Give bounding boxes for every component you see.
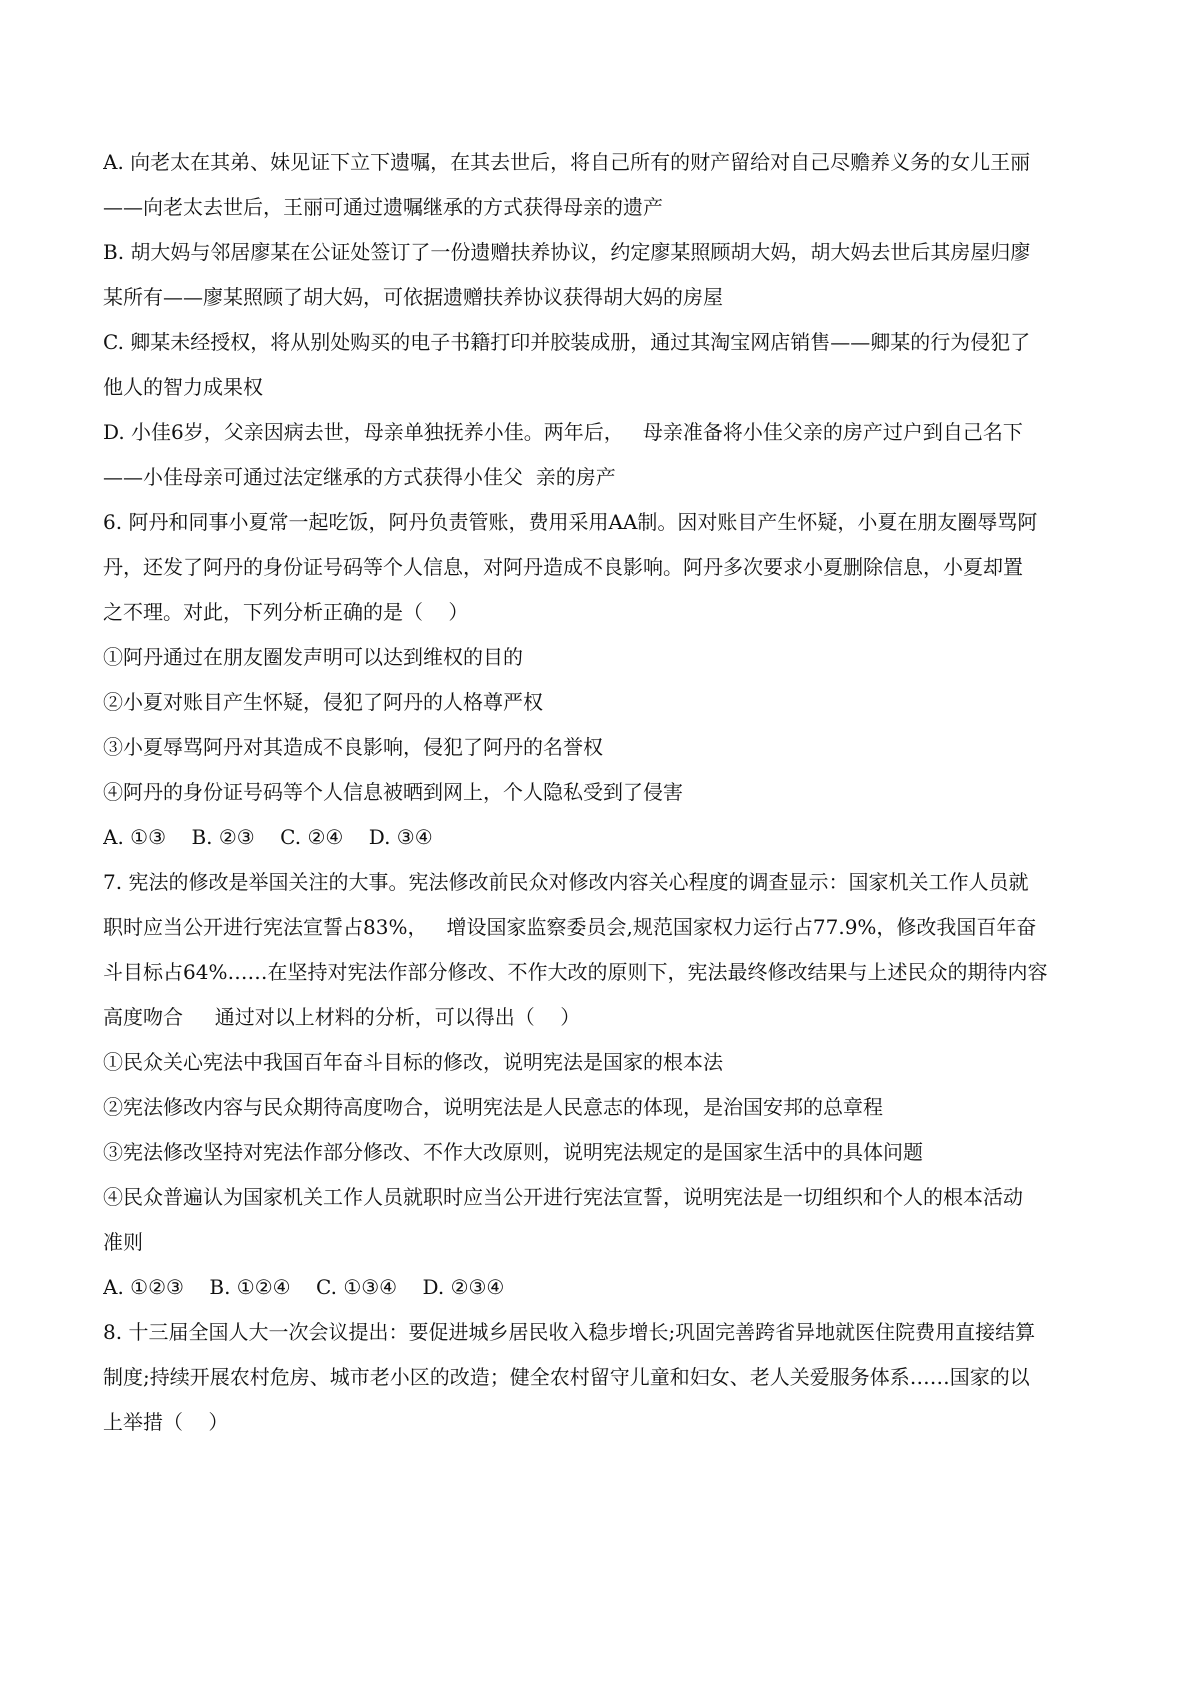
question-7-stem-line-2: 职时应当公开进行宪法宣誓占83%， 增设国家监察委员会,规范国家权力运行占77.9%，修改我国百年奋 [103, 915, 1037, 939]
question-6-stem-line-2: 丹，还发了阿丹的身份证号码等个人信息，对阿丹造成不良影响。阿丹多次要求小夏删除信息，小夏却置 [103, 555, 1023, 579]
question-7-statement-4-line-2: 准则 [103, 1230, 143, 1254]
question-6-stem-line-1: 6. 阿丹和同事小夏常一起吃饭，阿丹负责管账，费用采用AA制。因对账目产生怀疑，小夏在朋友圈辱骂阿 [103, 510, 1038, 534]
question-7-stem-line-3: 斗目标占64%……在坚持对宪法作部分修改、不作大改的原则下，宪法最终修改结果与上述民众的期待内容 [103, 960, 1048, 984]
question-7-choices: A. ①②③ B. ①②④ C. ①③④ D. ②③④ [103, 1275, 505, 1299]
option-5d-line-1: D. 小佳6岁，父亲因病去世，母亲单独抚养小佳。两年后， 母亲准备将小佳父亲的房产过户到自己名下 [103, 420, 1023, 444]
question-8-stem-line-3: 上举措（ ） [103, 1410, 229, 1434]
question-6-stem-line-3: 之不理。对此，下列分析正确的是（ ） [103, 600, 469, 624]
question-6-choices: A. ①③ B. ②③ C. ②④ D. ③④ [103, 825, 433, 849]
question-7-stem-line-4: 高度吻合 通过对以上材料的分析，可以得出（ ） [103, 1005, 581, 1029]
question-8-stem-line-1: 8. 十三届全国人大一次会议提出：要促进城乡居民收入稳步增长;巩固完善跨省异地就医住院费用直接结算 [103, 1320, 1036, 1344]
question-7-statement-2: ②宪法修改内容与民众期待高度吻合，说明宪法是人民意志的体现，是治国安邦的总章程 [103, 1095, 883, 1119]
option-5a-line-2: ——向老太去世后，王丽可通过遗嘱继承的方式获得母亲的遗产 [103, 195, 663, 219]
question-6-statement-4: ④阿丹的身份证号码等个人信息被晒到网上，个人隐私受到了侵害 [103, 780, 683, 804]
question-7-statement-3: ③宪法修改坚持对宪法作部分修改、不作大改原则，说明宪法规定的是国家生活中的具体问题 [103, 1140, 923, 1164]
question-7-stem-line-1: 7. 宪法的修改是举国关注的大事。宪法修改前民众对修改内容关心程度的调查显示：国家机关工作人员就 [103, 870, 1029, 894]
option-5a-line-1: A. 向老太在其弟、妹见证下立下遗嘱，在其去世后，将自己所有的财产留给对自己尽赡养义务的女儿王丽 [103, 150, 1031, 174]
option-5b-line-2: 某所有——廖某照顾了胡大妈，可依据遗赠扶养协议获得胡大妈的房屋 [103, 285, 723, 309]
option-5c-line-2: 他人的智力成果权 [103, 375, 263, 399]
question-8-stem-line-2: 制度;持续开展农村危房、城市老小区的改造；健全农村留守儿童和妇女、老人关爱服务体系……国家的以 [103, 1365, 1030, 1389]
question-6-statement-2: ②小夏对账目产生怀疑，侵犯了阿丹的人格尊严权 [103, 690, 543, 714]
option-5b-line-1: B. 胡大妈与邻居廖某在公证处签订了一份遗赠扶养协议，约定廖某照顾胡大妈，胡大妈去世后其房屋归廖 [103, 240, 1031, 264]
option-5d-line-2: ——小佳母亲可通过法定继承的方式获得小佳父 亲的房产 [103, 465, 616, 489]
question-7-statement-4-line-1: ④民众普遍认为国家机关工作人员就职时应当公开进行宪法宣誓，说明宪法是一切组织和个人的根本活动 [103, 1185, 1023, 1209]
question-6-statement-1: ①阿丹通过在朋友圈发声明可以达到维权的目的 [103, 645, 523, 669]
option-5c-line-1: C. 卿某未经授权，将从别处购买的电子书籍打印并胶装成册，通过其淘宝网店销售——卿某的行为侵犯了 [103, 330, 1031, 354]
question-7-statement-1: ①民众关心宪法中我国百年奋斗目标的修改，说明宪法是国家的根本法 [103, 1050, 723, 1074]
question-6-statement-3: ③小夏辱骂阿丹对其造成不良影响，侵犯了阿丹的名誉权 [103, 735, 603, 759]
